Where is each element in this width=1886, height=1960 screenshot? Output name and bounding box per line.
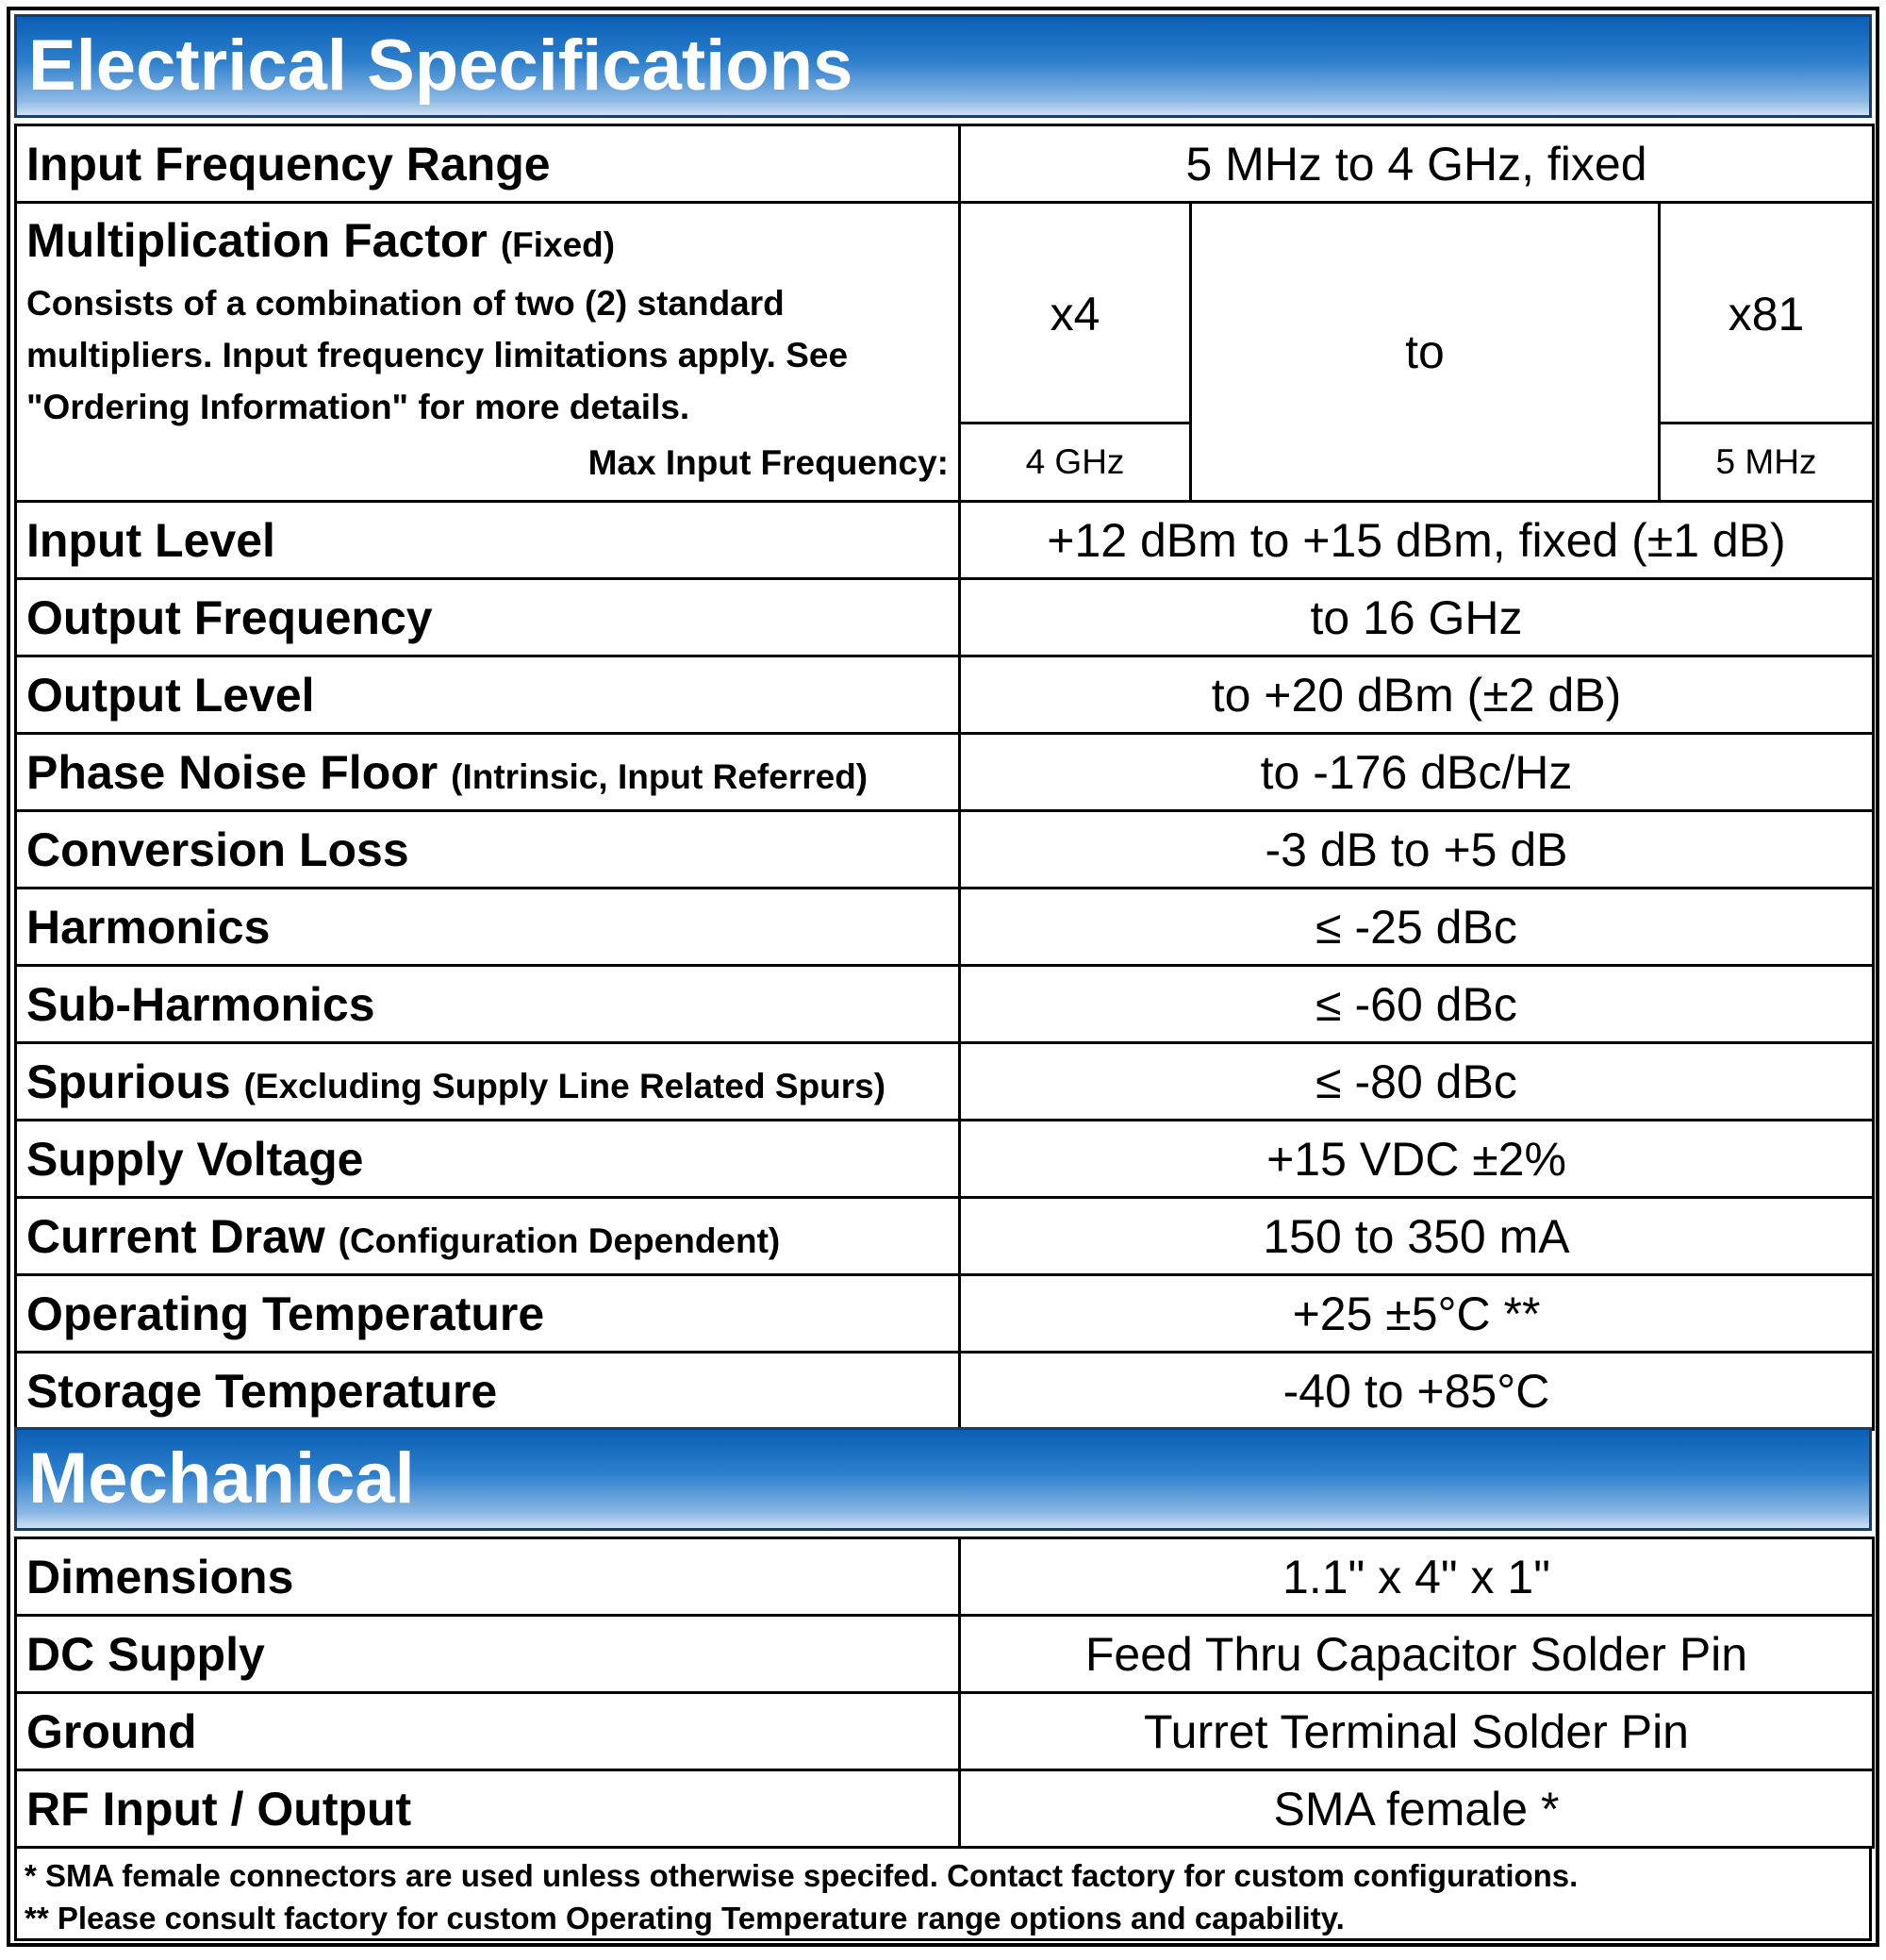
spec-value: 1.1" x 4" x 1" bbox=[960, 1538, 1874, 1616]
multiplication-factor-title bbox=[26, 213, 615, 268]
spec-label-cell bbox=[16, 1538, 960, 1616]
spec-label: Multiplication Factor bbox=[26, 214, 488, 267]
spec-note: (Fixed) bbox=[500, 225, 616, 264]
spec-label: Spurious bbox=[26, 1055, 231, 1108]
spec-label-cell bbox=[16, 734, 960, 811]
spec-label: Input Level bbox=[26, 513, 275, 567]
low-factor-value: x4 bbox=[961, 204, 1192, 424]
spec-value: to +20 dBm (±2 dB) bbox=[960, 656, 1874, 734]
spec-label-cell bbox=[16, 966, 960, 1043]
spec-value: -3 dB to +5 dB bbox=[960, 811, 1874, 889]
factor-range-separator: to bbox=[1405, 325, 1445, 378]
spec-label: Phase Noise Floor bbox=[26, 745, 438, 799]
footnote-sma: * SMA female connectors are used unless otherwise specifed. Contact factory for custom configurations. bbox=[25, 1858, 1579, 1893]
table-row bbox=[16, 1043, 1874, 1121]
table-row bbox=[16, 889, 1874, 966]
spec-label: Dimensions bbox=[26, 1550, 294, 1603]
spec-value: +25 ±5°C ** bbox=[960, 1275, 1874, 1353]
table-row bbox=[16, 1353, 1874, 1430]
spec-label: DC Supply bbox=[26, 1627, 265, 1681]
low-factor-max-input: 4 GHz bbox=[961, 424, 1192, 500]
spec-label: Operating Temperature bbox=[26, 1287, 545, 1340]
spec-label: Input Frequency Range bbox=[16, 125, 960, 203]
spec-label-cell bbox=[16, 811, 960, 889]
spec-sheet bbox=[7, 7, 1879, 1947]
spec-value: SMA female * bbox=[960, 1770, 1874, 1848]
table-row bbox=[16, 1693, 1874, 1770]
spec-label: Current Draw bbox=[26, 1209, 325, 1263]
spec-label: Supply Voltage bbox=[26, 1132, 364, 1186]
spec-label: Ground bbox=[26, 1704, 197, 1758]
mechanical-spec-table bbox=[14, 1536, 1875, 1849]
spec-label: Sub-Harmonics bbox=[26, 977, 375, 1031]
footnote-operating-temperature: ** Please consult factory for custom Operating Temperature range options and capability. bbox=[25, 1901, 1345, 1935]
electrical-specifications-header: Electrical Specifications bbox=[14, 14, 1872, 118]
table-row bbox=[16, 1121, 1874, 1198]
footnotes bbox=[14, 1846, 1872, 1941]
spec-value: 150 to 350 mA bbox=[960, 1198, 1874, 1275]
spec-label: RF Input / Output bbox=[26, 1782, 412, 1835]
spec-value: ≤ -60 dBc bbox=[960, 966, 1874, 1043]
spec-value: to 16 GHz bbox=[960, 579, 1874, 656]
table-row bbox=[16, 811, 1874, 889]
spec-value: Turret Terminal Solder Pin bbox=[960, 1693, 1874, 1770]
high-factor-max-input: 5 MHz bbox=[1658, 424, 1872, 500]
table-row bbox=[16, 125, 1874, 203]
spec-label-cell bbox=[16, 1043, 960, 1121]
multiplication-factor-value-cell bbox=[960, 203, 1874, 502]
max-input-frequency-label: Max Input Frequency: bbox=[587, 443, 949, 482]
spec-label-cell bbox=[16, 1616, 960, 1693]
spec-label: Output Level bbox=[26, 668, 315, 722]
multiplication-factor-label-cell bbox=[16, 203, 960, 502]
spec-value: +15 VDC ±2% bbox=[960, 1121, 1874, 1198]
table-row bbox=[16, 734, 1874, 811]
spec-label-cell bbox=[16, 579, 960, 656]
table-row bbox=[16, 579, 1874, 656]
table-row bbox=[16, 502, 1874, 579]
spec-label: Output Frequency bbox=[26, 590, 433, 644]
table-row bbox=[16, 1538, 1874, 1616]
spec-label-cell bbox=[16, 1275, 960, 1353]
high-factor-value: x81 bbox=[1658, 204, 1872, 424]
spec-label-cell bbox=[16, 1121, 960, 1198]
table-row bbox=[16, 1616, 1874, 1693]
spec-label-cell bbox=[16, 1353, 960, 1430]
multiplication-factor-description: Consists of a combination of two (2) standard multipliers. Input frequency limitations apply. See "Ordering Information" for more details. bbox=[26, 284, 849, 426]
spec-label-cell bbox=[16, 502, 960, 579]
spec-value: ≤ -80 dBc bbox=[960, 1043, 1874, 1121]
table-row bbox=[16, 1198, 1874, 1275]
spec-note: (Configuration Dependent) bbox=[338, 1221, 781, 1260]
table-row bbox=[16, 1275, 1874, 1353]
multiplication-factor-row bbox=[16, 203, 1874, 502]
spec-label-cell bbox=[16, 1770, 960, 1848]
spec-label-cell bbox=[16, 656, 960, 734]
spec-label-cell bbox=[16, 1693, 960, 1770]
electrical-spec-table bbox=[14, 124, 1875, 1431]
spec-note: (Excluding Supply Line Related Spurs) bbox=[243, 1066, 886, 1105]
spec-label-cell bbox=[16, 1198, 960, 1275]
spec-value: to -176 dBc/Hz bbox=[960, 734, 1874, 811]
spec-value: ≤ -25 dBc bbox=[960, 889, 1874, 966]
spec-value: 5 MHz to 4 GHz, fixed bbox=[960, 125, 1874, 203]
table-row bbox=[16, 1770, 1874, 1848]
spec-label: Harmonics bbox=[26, 900, 271, 954]
spec-label-cell bbox=[16, 889, 960, 966]
mechanical-header: Mechanical bbox=[14, 1427, 1872, 1531]
spec-label: Conversion Loss bbox=[26, 822, 409, 876]
spec-note: (Intrinsic, Input Referred) bbox=[451, 756, 869, 796]
spec-value: -40 to +85°C bbox=[960, 1353, 1874, 1430]
table-row bbox=[16, 656, 1874, 734]
table-row bbox=[16, 966, 1874, 1043]
spec-label: Storage Temperature bbox=[26, 1364, 498, 1418]
spec-value: Feed Thru Capacitor Solder Pin bbox=[960, 1616, 1874, 1693]
spec-value: +12 dBm to +15 dBm, fixed (±1 dB) bbox=[960, 502, 1874, 579]
